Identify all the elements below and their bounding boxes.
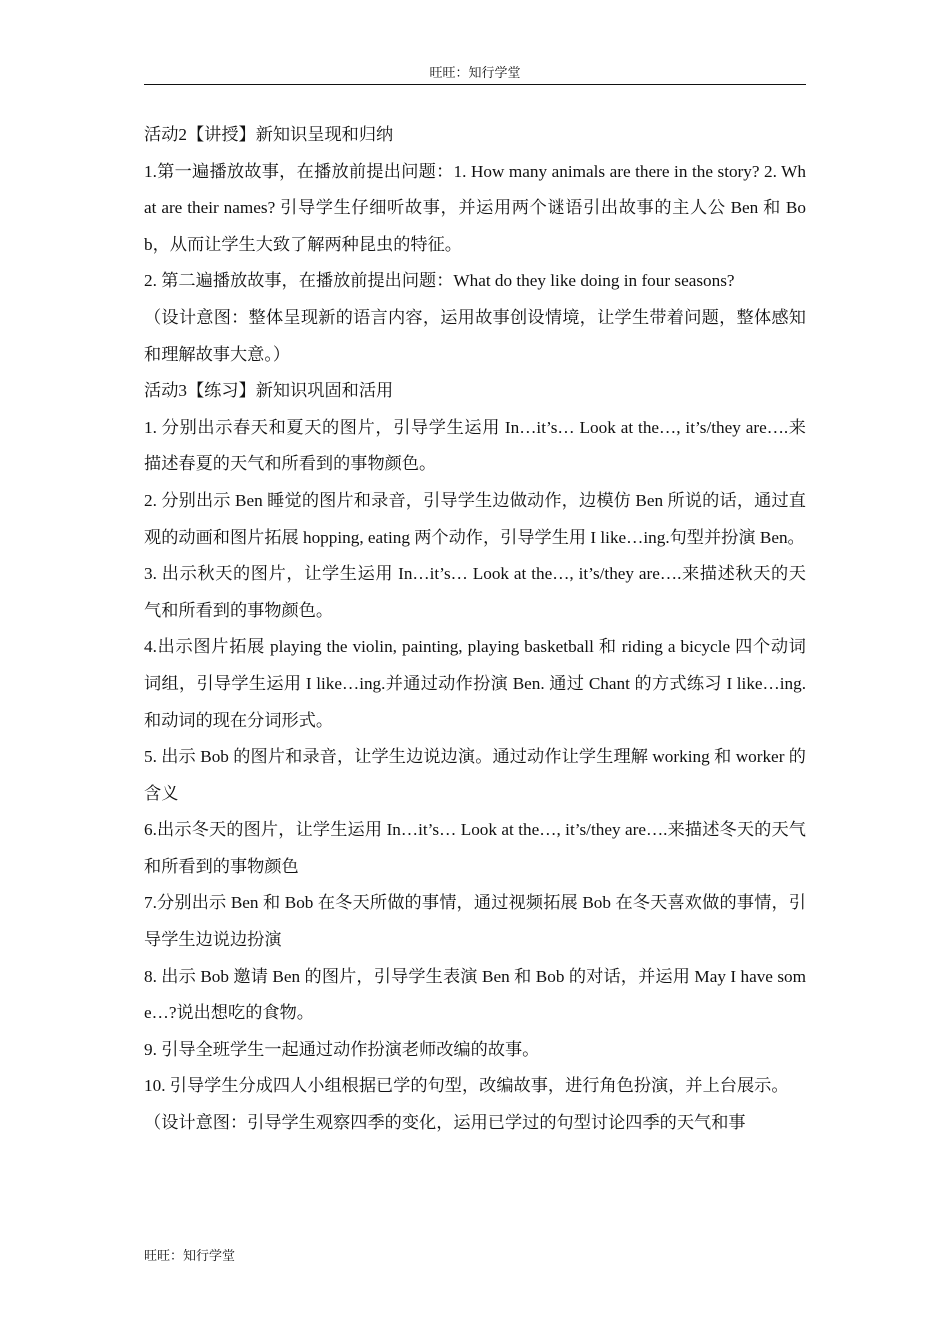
footer-text: 旺旺：知行学堂 [144, 1248, 236, 1263]
activity-2-heading: 活动2【讲授】新知识呈现和归纳 [144, 125, 394, 144]
step-4-verb-phrases: 4.出示图片拓展 playing the violin, painting, playing basketball 和 riding a bicycle 四个动词词组，引导学生运用 I like…ing.并通过动作扮演 Ben. 通过 Chant 的方式练习 I like…ing.和动词的现在分词形式。 [144, 637, 806, 730]
step-1-spring-summer: 1. 分别出示春天和夏天的图片，引导学生运用 In…it’s… Look at the…, it’s/they are….来描述春夏的天气和所看到的事物颜色。 [144, 417, 806, 474]
design-intent-2: （设计意图：引导学生观察四季的变化，运用已学过的句型讨论四季的天气和事 [144, 1113, 746, 1133]
page-header [144, 64, 806, 85]
paragraph-second-playback: 2. 第二遍播放故事，在播放前提出问题：What do they like doing in four seasons? [144, 271, 735, 291]
step-5-bob-recording: 5. 出示 Bob 的图片和录音，让学生边说边演。通过动作让学生理解 working 和 worker 的含义 [144, 747, 806, 803]
step-3-autumn: 3. 出示秋天的图片，让学生运用 In…it’s… Look at the…, it’s/they are….来描述秋天的天气和所看到的事物颜色。 [144, 564, 806, 620]
document-body [144, 117, 806, 1142]
activity-3-heading: 活动3【练习】新知识巩固和活用 [144, 381, 394, 401]
design-intent-1: （设计意图：整体呈现新的语言内容，运用故事创设情境，让学生带着问题，整体感知和理解故事大意。） [144, 307, 806, 364]
step-10-group-roleplay: 10. 引导学生分成四人小组根据已学的句型，改编故事，进行角色扮演，并上台展示。 [144, 1076, 789, 1096]
step-8-bob-invites-ben: 8. 出示 Bob 邀请 Ben 的图片，引导学生表演 Ben 和 Bob 的对话，并运用 May I have some…?说出想吃的食物。 [144, 966, 806, 1023]
step-6-winter: 6.出示冬天的图片，让学生运用 In…it’s… Look at the…, it’s/they are….来描述冬天的天气和所看到的事物颜色 [144, 820, 806, 876]
page-footer [144, 1247, 235, 1265]
step-7-winter-activities: 7.分别出示 Ben 和 Bob 在冬天所做的事情，通过视频拓展 Bob 在冬天喜欢做的事情，引导学生边说边扮演 [144, 893, 806, 950]
step-9-class-acting: 9. 引导全班学生一起通过动作扮演老师改编的故事。 [144, 1039, 540, 1059]
step-2-ben-sleeping: 2. 分别出示 Ben 睡觉的图片和录音，引导学生边做动作，边模仿 Ben 所说的话，通过直观的动画和图片拓展 hopping, eating 两个动作，引导学生用 I like…ing.句型并扮演 Ben。 [144, 490, 806, 547]
header-text: 旺旺：知行学堂 [429, 65, 521, 80]
paragraph-first-playback: 1.第一遍播放故事，在播放前提出问题：1. How many animals are there in the story? 2. What are their names? 引导学生仔细听故事，并运用两个谜语引出故事的主人公 Ben 和 Bob，从而让学生大致了解两种昆虫的特征。 [144, 161, 806, 254]
